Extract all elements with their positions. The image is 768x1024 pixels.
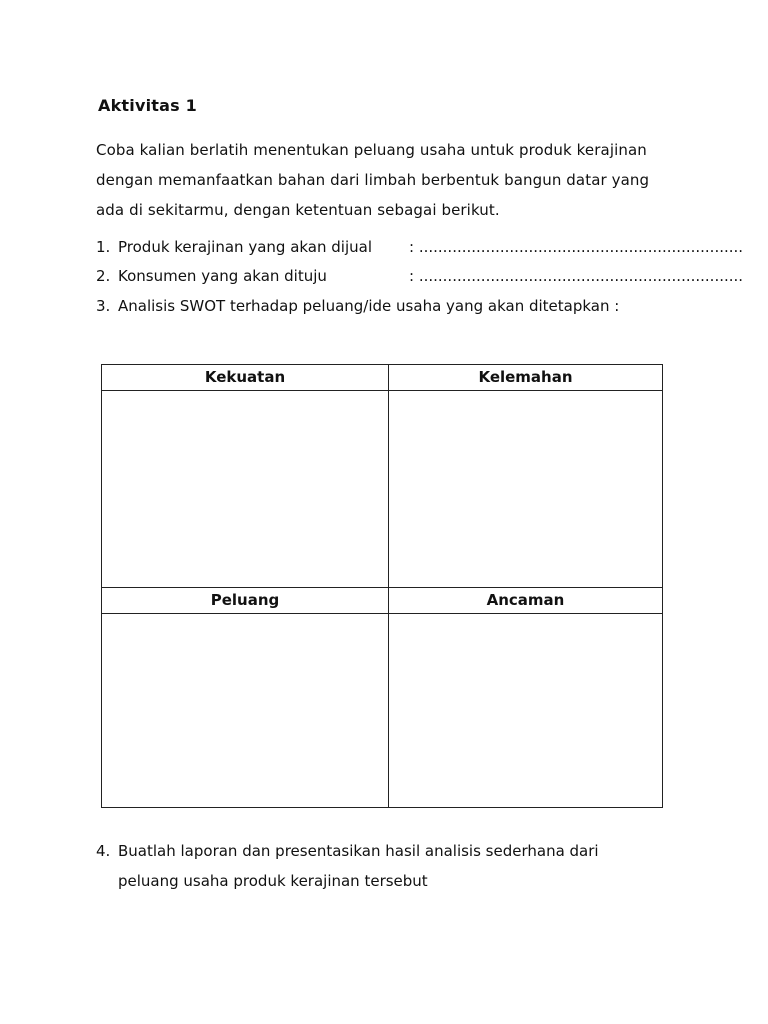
list-number: 1. xyxy=(96,238,111,256)
list-item-text: Produk kerajinan yang akan dijual xyxy=(118,238,372,256)
intro-line: Coba kalian berlatih menentukan peluang usaha untuk produk kerajinan xyxy=(96,141,647,159)
swot-header-threat: Ancaman xyxy=(389,588,663,614)
list-item-text: Analisis SWOT terhadap peluang/ide usaha yang akan ditetapkan : xyxy=(118,297,620,315)
swot-header-opportunity: Peluang xyxy=(102,588,389,614)
list-item-swot xyxy=(96,297,619,315)
list-item-consumer xyxy=(96,267,744,285)
list-number: 3. xyxy=(96,297,111,315)
list-item-text-continued: peluang usaha produk kerajinan tersebut xyxy=(118,872,428,890)
list-number: 2. xyxy=(96,267,111,285)
swot-cell-weakness[interactable] xyxy=(389,391,663,588)
list-item-text: Konsumen yang akan dituju xyxy=(118,267,327,285)
swot-header-weakness: Kelemahan xyxy=(389,365,663,391)
swot-cell-strength[interactable] xyxy=(102,391,389,588)
swot-table xyxy=(101,364,663,808)
list-item-report xyxy=(96,842,599,890)
swot-header-strength: Kekuatan xyxy=(102,365,389,391)
swot-cell-opportunity[interactable] xyxy=(102,614,389,808)
fill-in-blank[interactable]: : .................................................................... xyxy=(409,267,744,285)
intro-line: ada di sekitarmu, dengan ketentuan sebagai berikut. xyxy=(96,201,500,219)
list-item-text: Buatlah laporan dan presentasikan hasil analisis sederhana dari xyxy=(118,842,599,860)
fill-in-blank[interactable]: : .................................................................... xyxy=(409,238,744,256)
activity-title: Aktivitas 1 xyxy=(98,96,197,115)
intro-line: dengan memanfaatkan bahan dari limbah berbentuk bangun datar yang xyxy=(96,171,650,189)
list-item-product xyxy=(96,238,744,256)
list-number: 4. xyxy=(96,842,111,860)
swot-cell-threat[interactable] xyxy=(389,614,663,808)
intro-paragraph xyxy=(96,135,686,225)
